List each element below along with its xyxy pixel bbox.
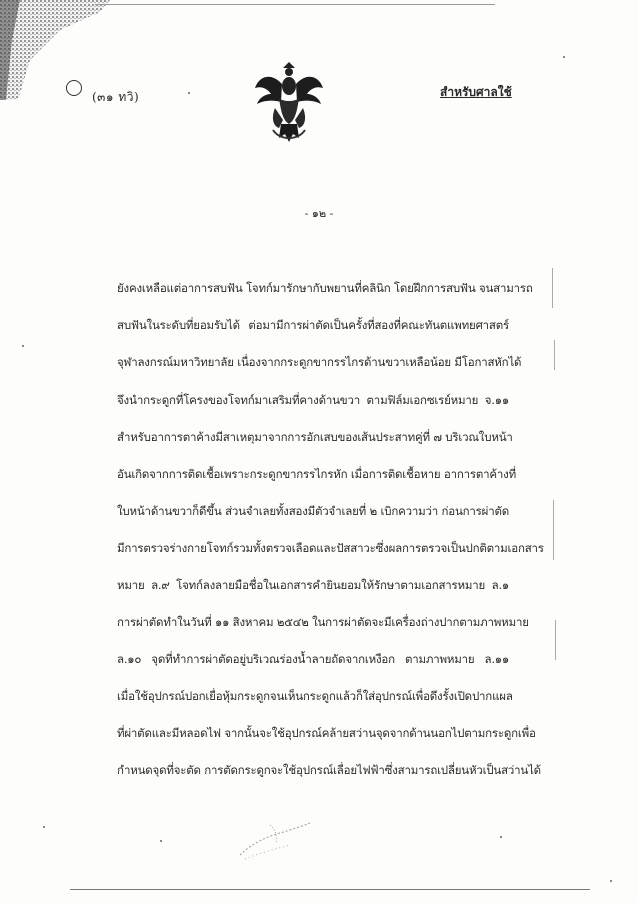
court-use-label: สำหรับศาลใช้ <box>440 85 512 99</box>
scan-speck <box>22 345 24 347</box>
body-line: การผ่าตัดทำในวันที่ ๑๑ สิงหาคม ๒๕๔๒ ในการผ่าตัดจะมีเครื่องถ่างปากตามภาพหมาย <box>117 615 529 629</box>
body-line: ยังคงเหลือแต่อาการสบฟัน โจทก์มารักษากับพยานที่คลินิก โดยฝึกการสบฟัน จนสามารถ <box>117 281 533 295</box>
margin-scan-mark <box>552 268 553 308</box>
scan-speck <box>563 56 565 58</box>
body-line: จุฬาลงกรณ์มหาวิทยาลัย เนื่องจากกระดูกขากรรไกรด้านขวาเหลือน้อย มีโอกาสหักได้ <box>117 355 522 369</box>
body-line: กำหนดจุดที่จะตัด การตัดกระดูกจะใช้อุปกรณ์เลื่อยไฟฟ้าซึ่งสามารถเปลี่ยนหัวเป็นสว่านได้ <box>117 763 541 777</box>
margin-scan-mark <box>553 500 554 560</box>
form-code: (๓๑ ทวิ) <box>92 90 140 104</box>
body-line: ใบหน้าด้านขวาก็ดีขึ้น ส่วนจำเลยทั้งสองมีตัวจำเลยที่ ๒ เบิกความว่า ก่อนการผ่าตัด <box>117 504 509 518</box>
margin-scan-mark <box>554 340 555 370</box>
body-line: ล.๑๐ จุดที่ทำการผ่าตัดอยู่บริเวณร่องน้ำลายถัดจากเหงือก ตามภาพหมาย ล.๑๑ <box>117 652 509 666</box>
body-line: จึงนำกระดูกที่โครงของโจทก์มาเสริมที่คางด้านขวา ตามฟิล์มเอกซเรย์หมาย จ.๑๑ <box>117 393 509 407</box>
scan-speck <box>610 880 612 882</box>
body-line: สำหรับอาการตาค้างมีสาเหตุมาจากการอักเสบของเส้นประสาทคู่ที่ ๗ บริเวณใบหน้า <box>117 430 513 444</box>
body-line: เมื่อใช้อุปกรณ์ปอกเยื่อหุ้มกระดูกจนเห็นกระดูกแล้วก็ใส่อุปกรณ์เพื่อดึงรั้งเปิดปากแผล <box>117 689 513 703</box>
body-line: มีการตรวจร่างกายโจทก์รวมทั้งตรวจเลือดและปัสสาวะซึ่งผลการตรวจเป็นปกติตามเอกสาร <box>117 541 544 555</box>
body-line: ที่ผ่าตัดและมีหลอดไฟ จากนั้นจะใช้อุปกรณ์คล้ายสว่านจุดจากด้านนอกไปตามกระดูกเพื่อ <box>117 726 536 740</box>
scan-speck <box>43 826 45 828</box>
faint-scribble-mark <box>230 815 320 865</box>
scan-speck <box>188 92 190 94</box>
bottom-scan-line <box>70 889 590 890</box>
scan-speck <box>500 836 502 838</box>
page-number: - ๑๒ - <box>304 207 334 220</box>
top-scan-line <box>95 4 495 5</box>
body-line: อันเกิดจากการติดเชื้อเพราะกระดูกขากรรไกรหัก เมื่อการติดเชื้อหาย อาการตาค้างที่ <box>117 467 516 481</box>
body-line: หมาย ล.๙ โจทก์ลงลายมือชื่อในเอกสารคำยินยอมให้รักษาตามเอกสารหมาย ล.๑ <box>117 578 509 592</box>
margin-scan-mark <box>555 620 556 660</box>
scan-speck <box>160 840 162 842</box>
body-line: สบฟันในระดับที่ยอมรับได้ ต่อมามีการผ่าตัดเป็นครั้งที่สองที่คณะทันตแพทยศาสตร์ <box>117 318 509 332</box>
punch-hole-icon <box>66 80 82 96</box>
scan-noise-corner <box>0 0 110 100</box>
garuda-emblem-icon <box>253 62 325 144</box>
